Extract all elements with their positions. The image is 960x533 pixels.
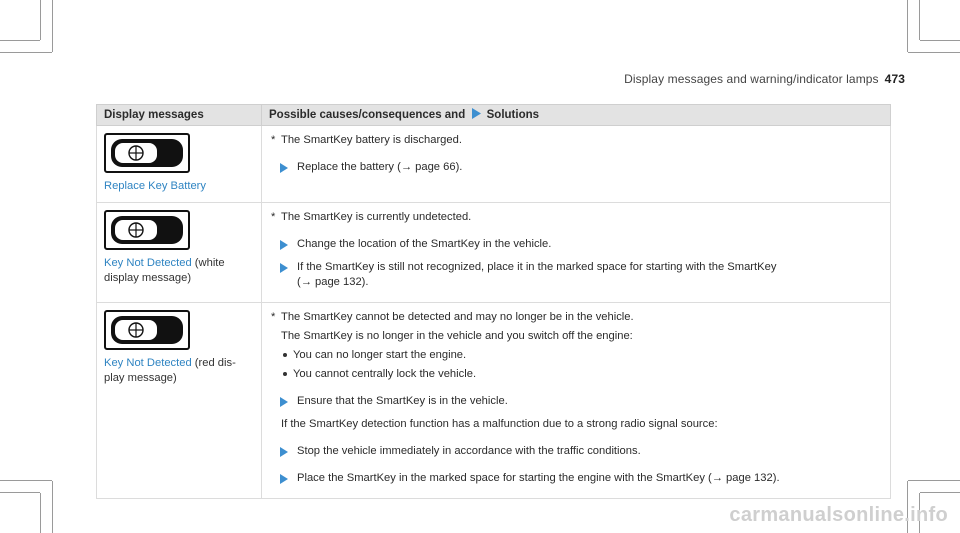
- arrow-right-icon: [280, 240, 288, 250]
- arrow-right-icon: [280, 447, 288, 457]
- action-item: Replace the battery (→ page 66).: [269, 160, 883, 175]
- crop-mark: [919, 0, 920, 40]
- crop-mark: [40, 493, 41, 533]
- smartkey-icon: [104, 133, 190, 173]
- action-item: If the SmartKey is still not recognized, place it in the marked space for starting with the SmartKey (→ page 132).: [269, 260, 883, 290]
- crop-mark: [920, 40, 960, 41]
- cause-text: * The SmartKey is currently undetected.: [271, 211, 472, 223]
- asterisk-icon: *: [271, 211, 276, 223]
- smartkey-icon: [104, 210, 190, 250]
- display-messages-table: [96, 104, 891, 499]
- col-header-solutions-text: Solutions: [486, 108, 540, 121]
- col-header-causes-text: Possible causes/consequences and: [269, 108, 466, 121]
- crop-mark: [0, 492, 40, 493]
- message-replace-key-battery: Replace Key Battery: [104, 180, 206, 192]
- bullet-icon: [283, 353, 287, 357]
- message-note: (white display message): [104, 257, 225, 284]
- crop-mark: [52, 0, 53, 52]
- action-item: Place the SmartKey in the marked space for starting the engine with the SmartKey (→ page 132).: [269, 471, 883, 486]
- cause-text-2: If the SmartKey detection function has a malfunction due to a strong radio signal source:: [281, 418, 718, 430]
- cause-continuation: The SmartKey is no longer in the vehicle and you switch off the engine:: [281, 330, 633, 342]
- list-item: You cannot centrally lock the vehicle.: [269, 367, 883, 382]
- message-key-not-detected-white: Key Not Detected: [104, 257, 192, 269]
- asterisk-icon: *: [271, 311, 276, 323]
- crop-mark: [40, 0, 41, 40]
- page-number: 473: [884, 72, 905, 86]
- cause-text: * The SmartKey battery is discharged.: [271, 134, 462, 146]
- crop-mark: [0, 480, 52, 481]
- crop-mark: [0, 40, 40, 41]
- col-header-causes-solutions: [262, 105, 891, 126]
- asterisk-icon: *: [271, 134, 276, 146]
- table-header-row: [97, 105, 891, 126]
- message-cell: [97, 203, 262, 303]
- bullet-icon: [283, 372, 287, 376]
- smartkey-icon: [104, 310, 190, 350]
- header-title: Display messages and warning/indicator lamps: [624, 72, 879, 86]
- action-item: Change the location of the SmartKey in the vehicle.: [269, 237, 883, 252]
- arrow-right-icon: [280, 397, 288, 407]
- message-key-not-detected-red: Key Not Detected: [104, 357, 192, 369]
- crop-mark: [908, 52, 960, 53]
- action-item: Ensure that the SmartKey is in the vehicle.: [269, 394, 883, 409]
- message-cell: [97, 126, 262, 203]
- crop-mark: [908, 480, 960, 481]
- list-item: You can no longer start the engine.: [269, 348, 883, 363]
- message-cell: [97, 303, 262, 499]
- message-note: (red dis-play message): [104, 357, 236, 384]
- crop-mark: [0, 52, 52, 53]
- running-header: [624, 72, 905, 86]
- table-row: [97, 126, 891, 203]
- action-item: Stop the vehicle immediately in accordance with the traffic conditions.: [269, 444, 883, 459]
- arrow-right-icon: [280, 474, 288, 484]
- solution-cell: [262, 126, 891, 203]
- watermark: carmanualsonline.info: [729, 504, 948, 526]
- solution-cell: [262, 203, 891, 303]
- cause-text: * The SmartKey cannot be detected and may no longer be in the vehicle.: [271, 311, 634, 323]
- crop-mark: [907, 0, 908, 52]
- col-header-display-messages: Display messages: [97, 105, 262, 126]
- table-row: [97, 303, 891, 499]
- arrow-right-icon: [280, 163, 288, 173]
- arrow-right-icon: [280, 263, 288, 273]
- crop-mark: [920, 492, 960, 493]
- table-row: [97, 203, 891, 303]
- crop-mark: [52, 481, 53, 533]
- solution-cell: [262, 303, 891, 499]
- arrow-right-icon: [471, 108, 481, 119]
